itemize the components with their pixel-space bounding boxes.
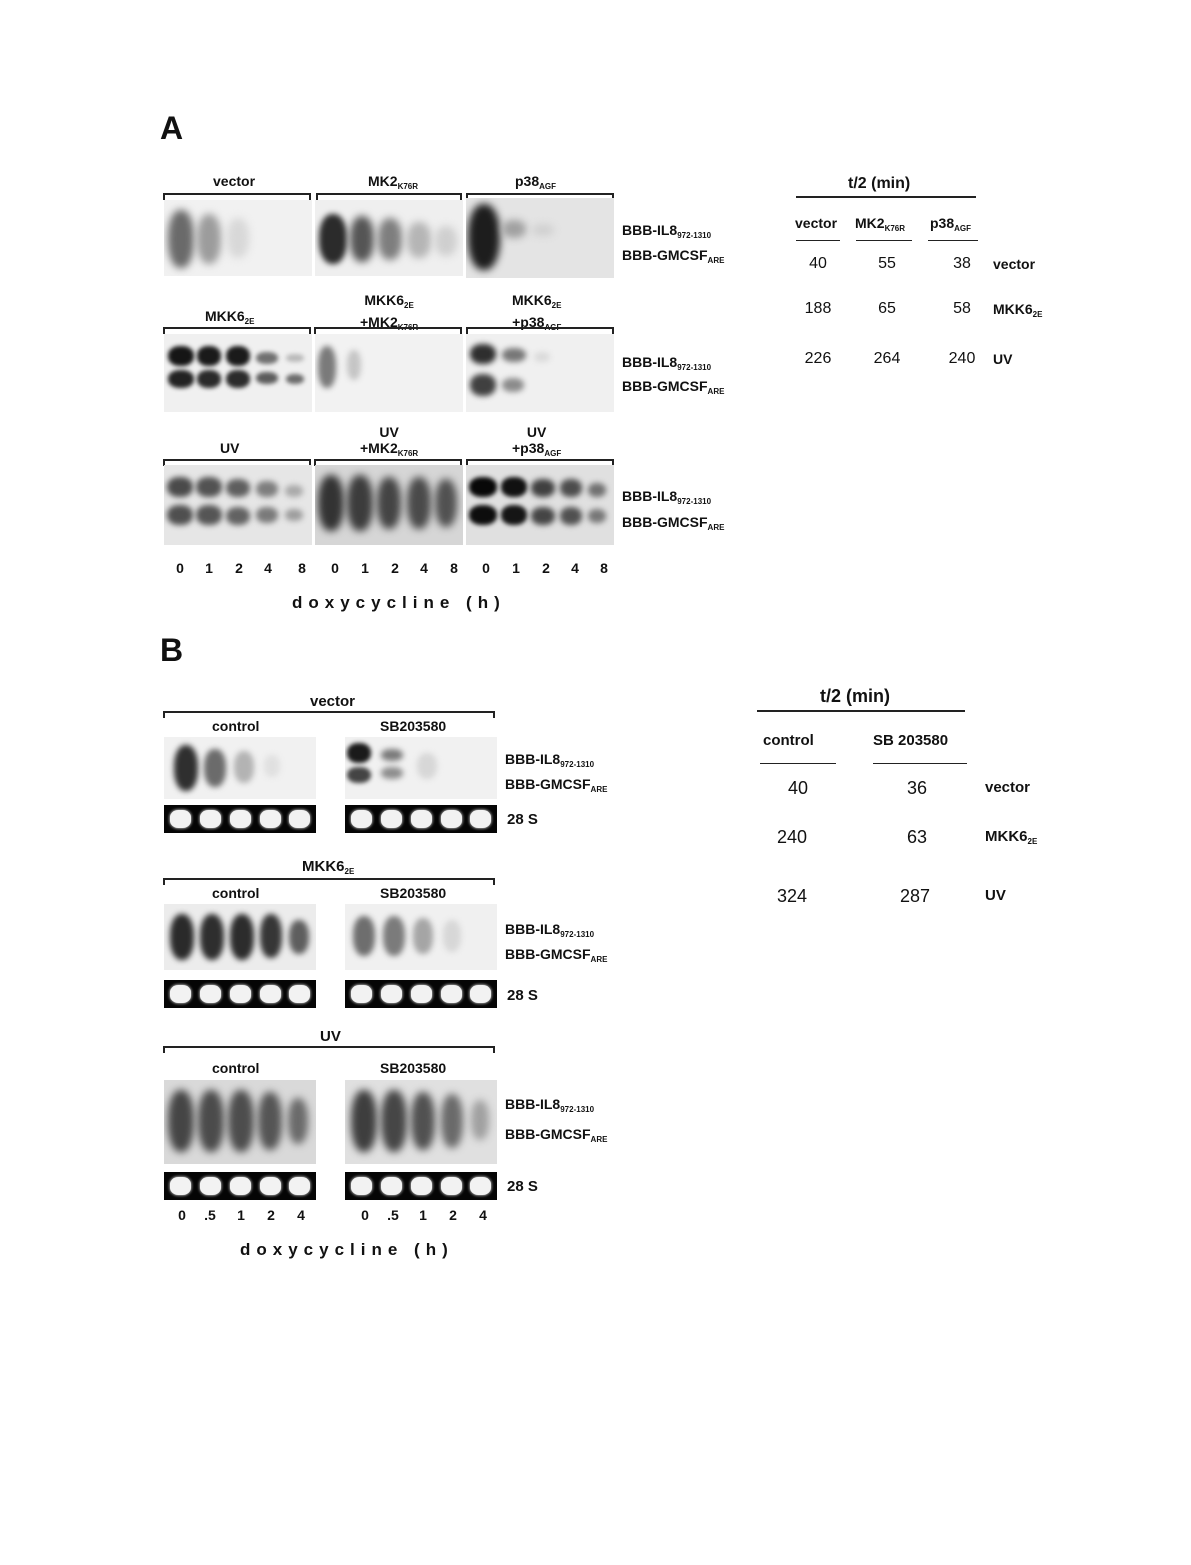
halflife-value: 240 (776, 827, 808, 847)
timepoint-tick: 1 (361, 560, 369, 576)
group-bracket (316, 193, 462, 200)
subgroup-label-sb203580: SB203580 (380, 885, 447, 901)
timepoint-tick: 1 (512, 560, 520, 576)
subgroup-label-control: control (212, 718, 260, 734)
timepoint-tick: 0 (331, 560, 339, 576)
halflife-row-label: $MKK6_{2E}$ (985, 828, 1038, 846)
timepoint-tick: 4 (264, 560, 272, 576)
timepoint-tick: 2 (542, 560, 550, 576)
group-label-mk2: $MK2_{K76R}$ (368, 173, 419, 191)
table-rule (873, 763, 967, 764)
halflife-value: 58 (953, 300, 971, 317)
table-rule (856, 240, 912, 241)
group-label-vector: vector (213, 173, 256, 189)
timepoint-tick: .5 (204, 1207, 216, 1223)
halflife-row-label: vector (985, 779, 1031, 796)
timepoint-tick: 2 (267, 1207, 275, 1223)
halflife-value: 65 (878, 300, 896, 317)
band-label-il8: BBB-$IL8_{972-1310}$ (505, 1096, 595, 1114)
northern-blot-mkk6-p38 (466, 334, 614, 412)
halflife-col-vector: vector (795, 215, 838, 231)
timepoint-tick: 0 (361, 1207, 369, 1223)
rrna-28s-gel (345, 1172, 497, 1200)
subgroup-label-control: control (212, 885, 260, 901)
rrna-28s-gel (345, 805, 497, 833)
halflife-value: 264 (873, 350, 901, 367)
timepoint-tick: 4 (420, 560, 428, 576)
halflife-value: 40 (809, 255, 827, 272)
halflife-value: 36 (906, 778, 928, 798)
rrna-28s-label: 28 S (507, 987, 538, 1004)
halflife-col-sb203580: SB 203580 (873, 732, 949, 749)
northern-blot-vector (164, 200, 312, 276)
condition-label-vector: vector (310, 693, 356, 710)
halflife-value: 226 (804, 350, 832, 367)
group-label-mkk6: $MKK6_{2E}$ (205, 308, 255, 326)
northern-blot-uv-p38 (466, 465, 614, 545)
table-rule (796, 196, 976, 198)
timepoint-tick: 4 (479, 1207, 487, 1223)
halflife-row-label: vector (993, 256, 1036, 272)
subgroup-label-control: control (212, 1060, 260, 1076)
subgroup-label-sb203580: SB203580 (380, 718, 447, 734)
group-label-uv-p38: UV $+p38_{AGF}$ (512, 424, 562, 458)
axis-label-doxycycline: doxycycline (h) (240, 1240, 454, 1259)
axis-label-doxycycline: doxycycline (h) (292, 593, 506, 612)
condition-label-mkk6: $MKK6_{2E}$ (302, 858, 355, 876)
timepoint-tick: 8 (298, 560, 306, 576)
northern-blot-uv-mk2 (315, 465, 463, 545)
group-label-mkk6-mk2: $MKK6_{2E}$ $+MK2_{K76R}$ (360, 292, 419, 332)
group-label-uv: UV (220, 440, 240, 456)
condition-bracket (163, 711, 495, 718)
halflife-col-mk2: $MK2_{K76R}$ (855, 215, 906, 233)
rrna-28s-gel (345, 980, 497, 1008)
timepoint-tick: 8 (600, 560, 608, 576)
halflife-value: 55 (878, 255, 896, 272)
timepoint-tick: .5 (387, 1207, 399, 1223)
band-label-gmcsf: BBB-$GMCSF_{ARE}$ (505, 946, 608, 964)
table-rule (760, 763, 836, 764)
northern-blot-mkk6 (164, 334, 312, 412)
northern-blot-p38 (466, 198, 614, 278)
group-bracket (163, 327, 311, 334)
band-label-il8: BBB-$IL8_{972-1310}$ (622, 488, 712, 506)
timepoint-tick: 2 (235, 560, 243, 576)
northern-blot-vector-sb (345, 737, 497, 799)
halflife-row-label: UV (993, 351, 1013, 367)
band-label-gmcsf: BBB-$GMCSF_{ARE}$ (622, 247, 725, 265)
panel-b-letter: B (160, 632, 184, 668)
halflife-table-title: t/2 (min) (820, 686, 890, 706)
condition-bracket (163, 1046, 495, 1053)
group-bracket (466, 327, 614, 334)
band-label-il8: BBB-$IL8_{972-1310}$ (505, 751, 595, 769)
table-rule (796, 240, 840, 241)
halflife-value: 324 (776, 886, 808, 906)
timepoint-tick: 1 (205, 560, 213, 576)
timepoint-tick: 0 (178, 1207, 186, 1223)
halflife-value: 240 (948, 350, 976, 367)
group-bracket (314, 327, 462, 334)
group-label-mkk6-p38: $MKK6_{2E}$ $+p38_{AGF}$ (512, 292, 562, 332)
halflife-value: 188 (804, 300, 832, 317)
rrna-28s-label: 28 S (507, 811, 538, 828)
condition-label-uv: UV (320, 1028, 341, 1045)
group-label-p38: $p38_{AGF}$ (515, 173, 557, 191)
northern-blot-mk2 (315, 200, 463, 276)
halflife-value: 40 (787, 778, 809, 798)
band-label-gmcsf: BBB-$GMCSF_{ARE}$ (505, 1126, 608, 1144)
northern-blot-uv-sb (345, 1080, 497, 1164)
condition-bracket (163, 878, 495, 885)
halflife-row-label: UV (985, 887, 1006, 904)
band-label-gmcsf: BBB-$GMCSF_{ARE}$ (622, 378, 725, 396)
band-label-il8: BBB-$IL8_{972-1310}$ (622, 222, 712, 240)
band-label-il8: BBB-$IL8_{972-1310}$ (505, 921, 595, 939)
northern-blot-uv (164, 465, 312, 545)
table-rule (757, 710, 965, 712)
northern-blot-vector-control (164, 737, 316, 799)
rrna-28s-gel (164, 1172, 316, 1200)
halflife-col-control: control (763, 732, 814, 749)
halflife-row-label: $MKK6_{2E}$ (993, 301, 1043, 319)
rrna-28s-gel (164, 980, 316, 1008)
northern-blot-uv-control (164, 1080, 316, 1164)
band-label-gmcsf: BBB-$GMCSF_{ARE}$ (622, 514, 725, 532)
halflife-col-p38: $p38_{AGF}$ (930, 215, 972, 233)
timepoint-tick: 1 (237, 1207, 245, 1223)
group-bracket (163, 193, 311, 200)
panel-a-letter: A (160, 110, 184, 146)
timepoint-tick: 8 (450, 560, 458, 576)
timepoint-tick: 0 (176, 560, 184, 576)
timepoint-tick: 4 (571, 560, 579, 576)
subgroup-label-sb203580: SB203580 (380, 1060, 447, 1076)
timepoint-tick: 2 (391, 560, 399, 576)
northern-blot-mkk6-control (164, 904, 316, 970)
band-label-gmcsf: BBB-$GMCSF_{ARE}$ (505, 776, 608, 794)
halflife-value: 63 (906, 827, 928, 847)
timepoint-tick: 2 (449, 1207, 457, 1223)
rrna-28s-gel (164, 805, 316, 833)
halflife-value: 287 (899, 886, 931, 906)
table-rule (928, 240, 978, 241)
group-label-uv-mk2: UV $+MK2_{K76R}$ (360, 424, 419, 458)
northern-blot-mkk6-sb (345, 904, 497, 970)
northern-blot-mkk6-mk2 (315, 334, 463, 412)
timepoint-tick: 4 (297, 1207, 305, 1223)
timepoint-tick: 1 (419, 1207, 427, 1223)
halflife-table-title: t/2 (min) (848, 175, 911, 192)
rrna-28s-label: 28 S (507, 1178, 538, 1195)
halflife-value: 38 (953, 255, 971, 272)
timepoint-tick: 0 (482, 560, 490, 576)
band-label-il8: BBB-$IL8_{972-1310}$ (622, 354, 712, 372)
